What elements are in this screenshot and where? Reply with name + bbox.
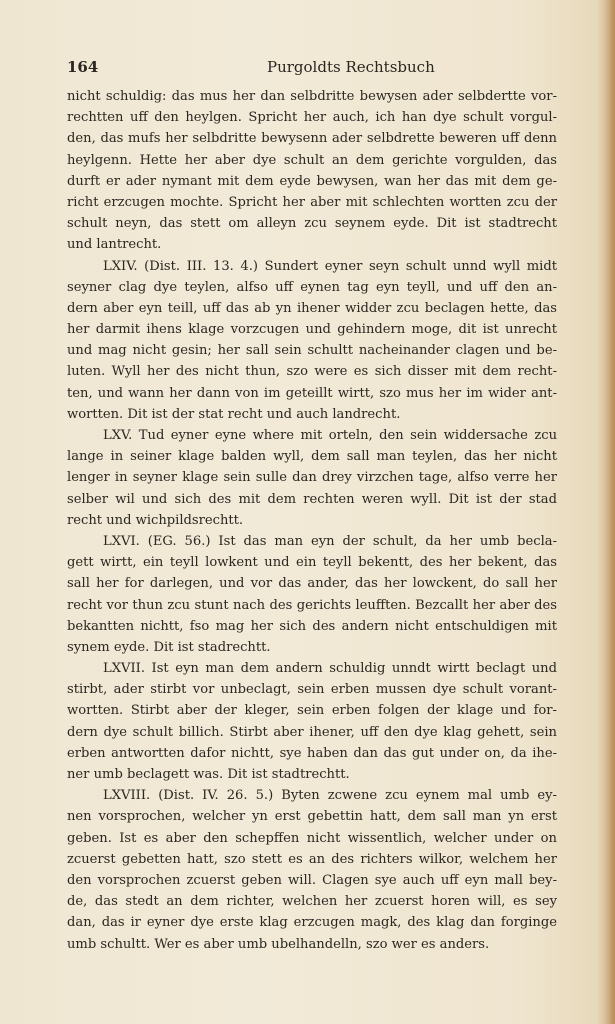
page-edge [605,0,615,1024]
text-line: seyner clag dye teylen, alfso uff eynen tag eyn teyll, und uff den an- [67,279,557,295]
text-line: schult neyn, das stett om alleyn zcu seynem eyde. Dit ist stadtrecht [67,216,557,232]
text-line: rechtten uff den heylgen. Spricht her auch, ich han dye schult vorgul- [67,110,557,126]
text-line: dern aber eyn teill, uff das ab yn ihener widder zcu beclagen hette, das [67,300,557,316]
text-line: LXVII. Ist eyn man dem andern schuldig unndt wirtt beclagt und [103,661,557,677]
text-line: bekantten nichtt, fso mag her sich des andern nicht entschuldigen mit [67,618,557,634]
text-line: LXVI. (EG. 56.) Ist das man eyn der schult, da her umb becla- [103,533,557,549]
text-line: sall her for darlegen, und vor das ander, das her lowckent, do sall her [67,576,557,592]
running-title: Purgoldts Rechtsbuch [267,58,435,76]
text-line: zcuerst gebetten hatt, szo stett es an des richters wilkor, welchem her [67,851,557,867]
page-header [67,58,557,80]
text-line: recht vor thun zcu stunt nach des gerichts leufften. Bezcallt her aber des [67,597,557,613]
text-line: synem eyde. Dit ist stadrechtt. [67,639,271,655]
text-line: den, das mufs her selbdritte bewysenn ader selbdrette beweren uff denn [67,131,557,147]
page-body [67,86,557,955]
paragraph-lxvii [67,658,557,785]
text-line: den vorsprochen zcuerst geben will. Clagen sye auch uff eyn mall bey- [67,872,557,888]
text-line: stirbt, ader stirbt vor unbeclagt, sein erben mussen dye schult vorant- [67,682,557,698]
text-line: ten, und wann her dann von im geteillt wirtt, szo mus her im wider ant- [67,385,557,401]
text-line: umb schultt. Wer es aber umb ubelhandelln, szo wer es anders. [67,936,490,952]
text-line: LXVIII. (Dist. IV. 26. 5.) Byten zcwene zcu eynem mal umb ey- [103,788,557,804]
paragraph-intro [67,86,557,256]
text-line: nicht schuldig: das mus her dan selbdritte bewysen ader selbdertte vor- [67,89,557,104]
text-line: lange in seiner klage balden wyll, dem sall man teylen, das her nicht [67,449,557,465]
text-line: recht und wichpildsrechtt. [67,512,244,528]
text-line: her darmit ihens klage vorzcugen und gehindern moge, dit ist unrecht [67,322,557,338]
text-line: dan, das ir eyner dye erste klag erzcugen magk, des klag dan forginge [67,915,557,931]
text-line: LXV. Tud eyner eyne where mit orteln, den sein widdersache zcu [103,428,557,443]
text-line: luten. Wyll her des nicht thun, szo were es sich disser mit dem recht- [67,364,557,380]
text-line: wortten. Dit ist der stat recht und auch landrecht. [67,406,401,422]
text-line: lenger in seyner klage sein sulle dan drey virzchen tage, alfso verre her [67,470,557,486]
text-line: selber wil und sich des mit dem rechten weren wyll. Dit ist der stad [67,491,557,507]
text-line: erben antwortten dafor nichtt, sye haben dan das gut under on, da ihe- [67,745,557,761]
paragraph-lxv [67,425,557,531]
text-line: gett wirtt, ein teyll lowkent und ein teyll bekentt, des her bekent, das [67,555,557,571]
text-line: LXIV. (Dist. III. 13. 4.) Sundert eyner seyn schult unnd wyll midt [103,258,557,274]
text-line: dern dye schult billich. Stirbt aber ihener, uff den dye klag gehett, sein [67,724,557,740]
paragraph-lxviii [67,785,557,955]
text-line: geben. Ist es aber den schepffen nicht wissentlich, welcher under on [67,830,557,846]
text-line: heylgenn. Hette her aber dye schult an dem gerichte vorgulden, das [67,152,557,168]
text-line: wortten. Stirbt aber der kleger, sein erben folgen der klage und for- [67,703,557,719]
text-line: de, das stedt an dem richter, welchen her zcuerst horen will, es sey [67,894,557,910]
text-line: und mag nicht gesin; her sall sein schultt nacheinander clagen und be- [67,343,557,359]
page-number: 164 [67,58,99,76]
paragraph-lxvi [67,531,557,658]
text-line: und lantrecht. [67,237,162,253]
text-line: nen vorsprochen, welcher yn erst gebettin hatt, dem sall man yn erst [67,809,557,825]
text-line: durft er ader nymant mit dem eyde bewysen, wan her das mit dem ge- [67,173,557,189]
text-line: ner umb beclagett was. Dit ist stadtrechtt. [67,767,350,782]
paragraph-lxiv [67,256,557,426]
text-line: richt erzcugen mochte. Spricht her aber mit schlechten wortten zcu der [67,194,557,210]
